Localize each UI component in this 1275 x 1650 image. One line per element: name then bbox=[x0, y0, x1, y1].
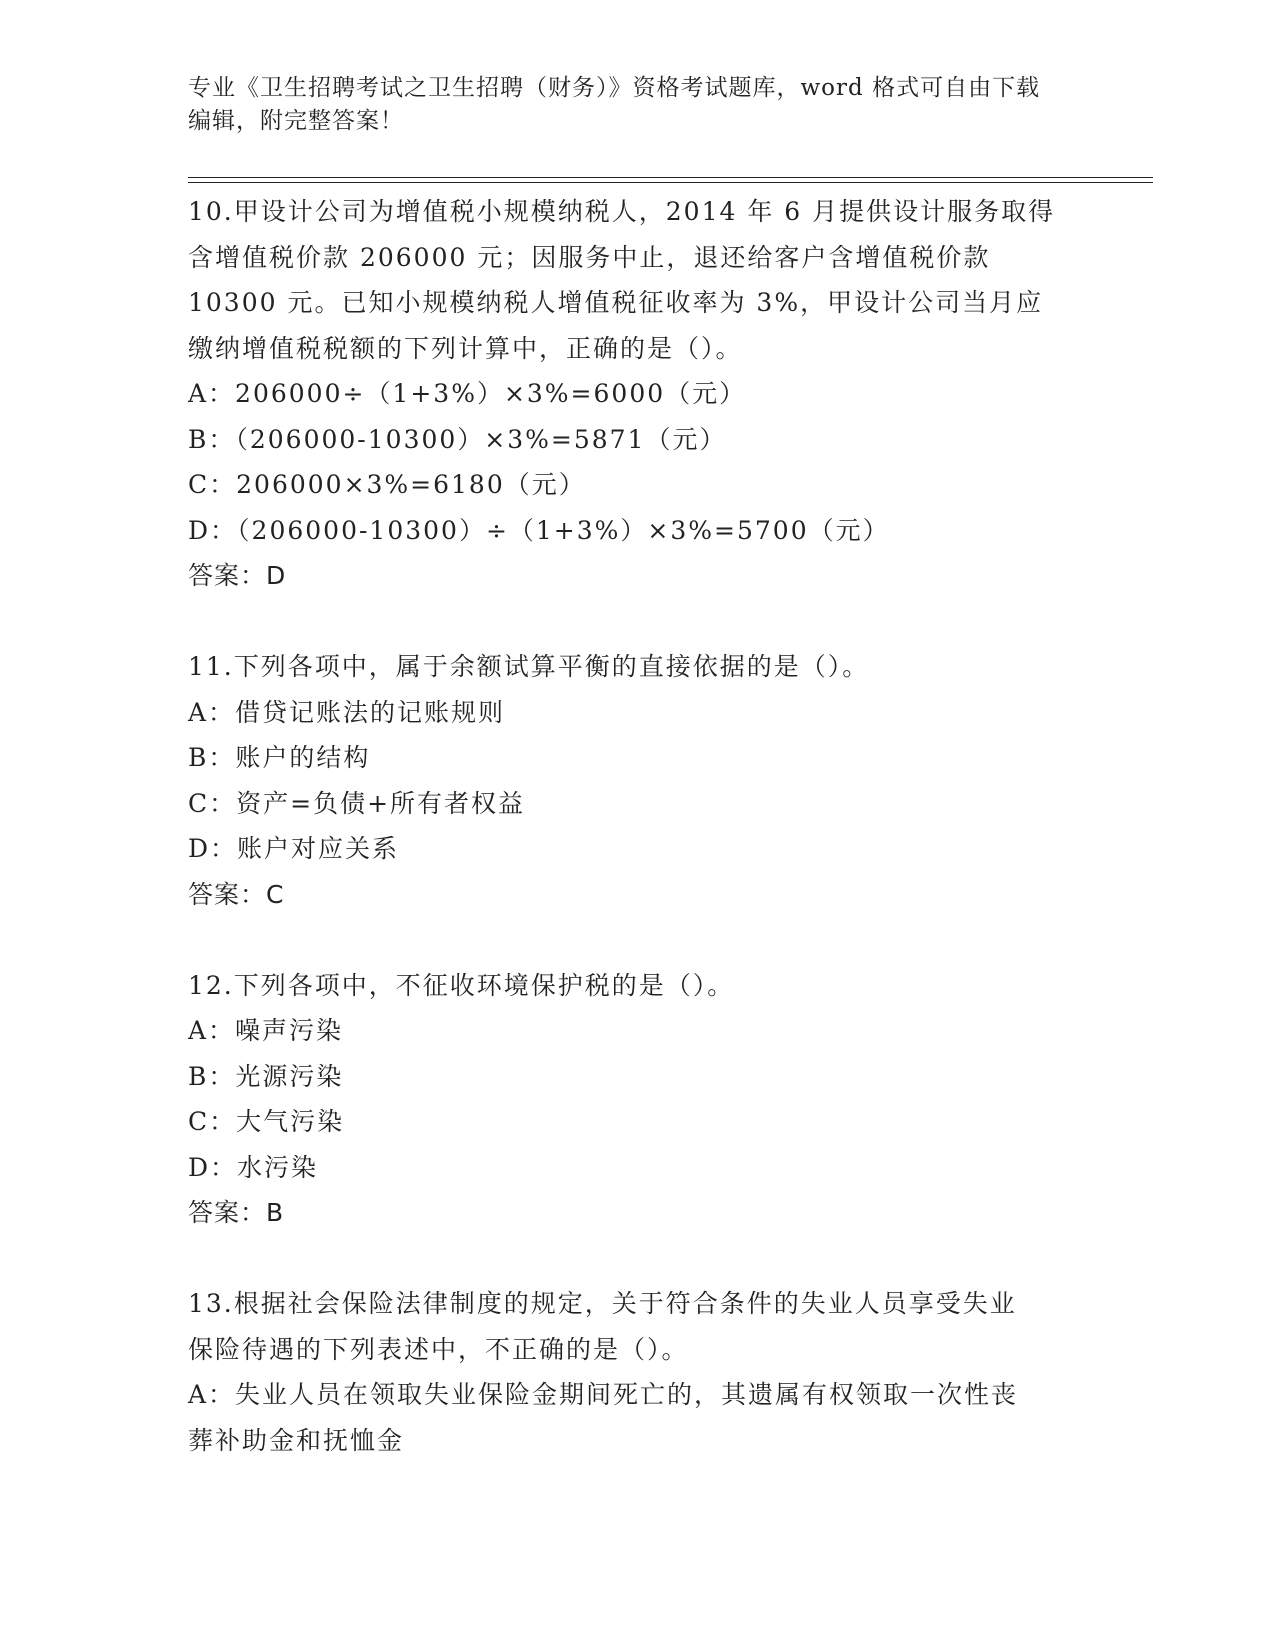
question-list bbox=[188, 189, 1088, 1463]
question-11 bbox=[188, 644, 1088, 917]
question-stem: 10300 元。已知小规模纳税人增值税征收率为 3%，甲设计公司当月应 bbox=[188, 288, 1044, 317]
question-spacer bbox=[188, 917, 1088, 963]
option-b: B：（206000-10300）×3%=5871（元） bbox=[188, 424, 727, 454]
question-stem: 12.下列各项中，不征收环境保护税的是（）。 bbox=[188, 970, 735, 1000]
option-b: B：光源污染 bbox=[188, 1061, 344, 1091]
question-stem: 10.甲设计公司为增值税小规模纳税人，2014 年 6 月提供设计服务取得 bbox=[188, 197, 1056, 226]
question-stem: 缴纳增值税税额的下列计算中，正确的是（）。 bbox=[188, 333, 743, 363]
question-stem: 13.根据社会保险法律制度的规定，关于符合条件的失业人员享受失业 bbox=[188, 1289, 1017, 1318]
question-13 bbox=[188, 1281, 1088, 1463]
option-d: D：账户对应关系 bbox=[188, 834, 400, 863]
answer-text: 答案：B bbox=[188, 1198, 285, 1227]
option-d: D：水污染 bbox=[188, 1152, 319, 1182]
header-divider bbox=[188, 182, 1153, 183]
header-line: 专业《卫生招聘考试之卫生招聘（财务）》资格考试题库，word 格式可自由下载 bbox=[188, 75, 1041, 101]
option-a: A：206000÷（1+3%）×3%=6000（元） bbox=[188, 379, 747, 408]
option-c: C：大气污染 bbox=[188, 1107, 345, 1136]
option-a: A：噪声污染 bbox=[188, 1016, 344, 1045]
question-stem: 保险待遇的下列表述中，不正确的是（）。 bbox=[188, 1334, 689, 1364]
answer-text: 答案：D bbox=[188, 561, 287, 590]
question-12 bbox=[188, 963, 1088, 1236]
option-d: D：（206000-10300）÷（1+3%）×3%=5700（元） bbox=[188, 515, 890, 545]
option-a: A：失业人员在领取失业保险金期间死亡的，其遗属有权领取一次性丧 bbox=[188, 1380, 1019, 1409]
question-stem: 11.下列各项中，属于余额试算平衡的直接依据的是（）。 bbox=[188, 652, 870, 681]
option-b: B：账户的结构 bbox=[188, 743, 371, 772]
question-spacer bbox=[188, 1236, 1088, 1282]
question-spacer bbox=[188, 599, 1088, 645]
option-c: C：资产=负债+所有者权益 bbox=[188, 788, 526, 818]
option-c: C：206000×3%=6180（元） bbox=[188, 470, 586, 499]
header-line: 编辑，附完整答案！ bbox=[188, 108, 404, 134]
question-10 bbox=[188, 189, 1088, 599]
question-stem: 含增值税价款 206000 元；因服务中止，退还给客户含增值税价款 bbox=[188, 242, 991, 272]
header-divider bbox=[188, 177, 1153, 178]
option-a-continued: 葬补助金和抚恤金 bbox=[188, 1425, 405, 1455]
document-header bbox=[188, 72, 1068, 138]
answer-text: 答案：C bbox=[188, 879, 285, 909]
option-a: A：借贷记账法的记账规则 bbox=[188, 697, 506, 727]
